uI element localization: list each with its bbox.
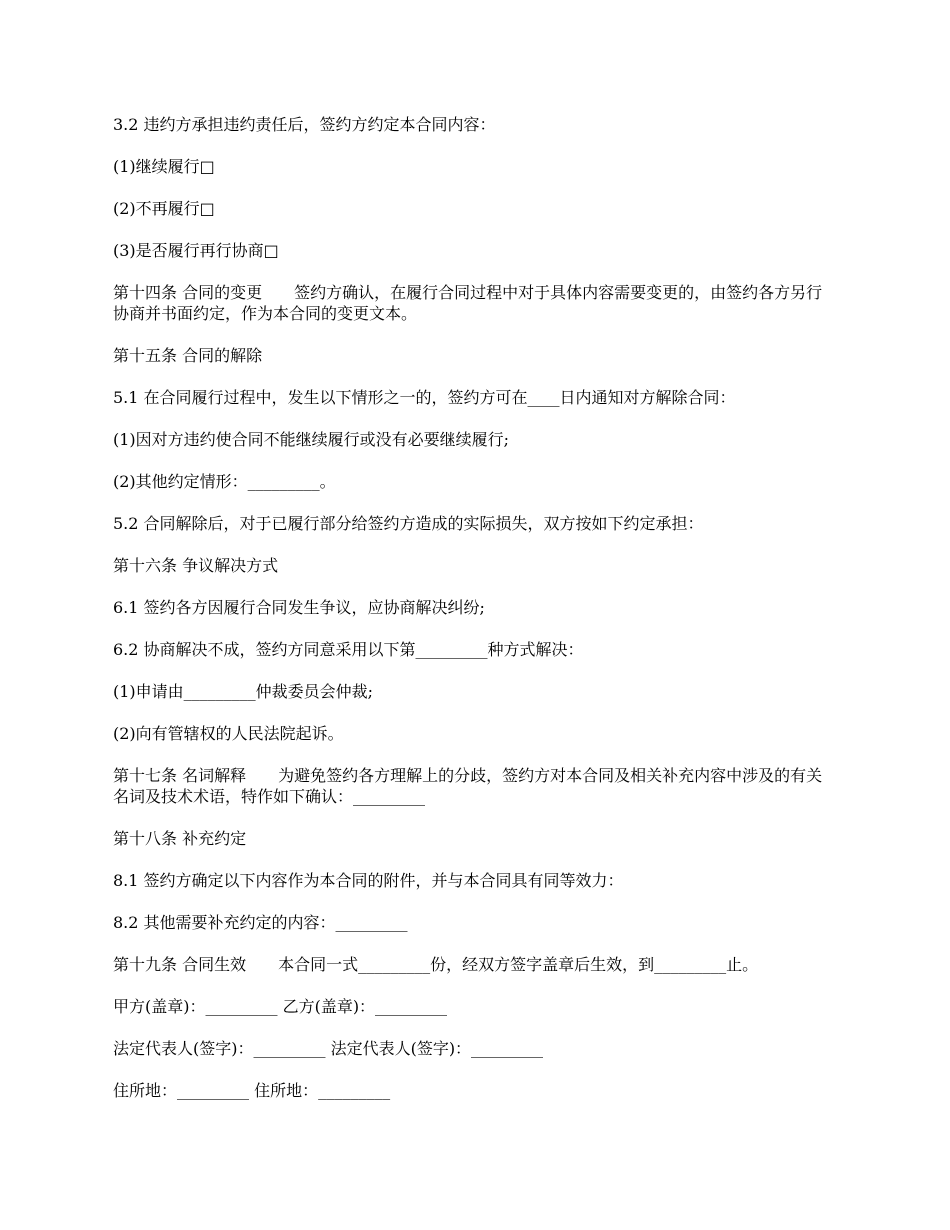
article-17-definitions: 第十七条 名词解释 为避免签约各方理解上的分歧，签约方对本合同及相关补充内容中涉及的有关名词及技术术语，特作如下确认：_________ [113,766,823,806]
clause-8-2: 8.2 其他需要补充约定的内容：_________ [113,913,408,932]
clause-6-1: 6.1 签约各方因履行合同发生争议，应协商解决纠纷; [113,598,485,617]
option-discontinue: (2)不再履行□ [113,199,215,218]
clause-5-1: 5.1 在合同履行过程中，发生以下情形之一的，签约方可在____日内通知对方解除合同： [113,388,736,407]
signature-address-line: 住所地：_________ 住所地：_________ [113,1081,391,1100]
clause-6-2-item-2: (2)向有管辖权的人民法院起诉。 [113,724,344,743]
article-16-heading: 第十六条 争议解决方式 [113,556,279,575]
article-14-change: 第十四条 合同的变更 签约方确认，在履行合同过程中对于具体内容需要变更的，由签约各方另行协商并书面约定，作为本合同的变更文本。 [113,283,823,323]
signature-seal-line: 甲方(盖章)：_________ 乙方(盖章)：_________ [113,997,448,1016]
document-body [113,114,833,1122]
clause-6-2: 6.2 协商解决不成，签约方同意采用以下第_________种方式解决： [113,640,584,659]
article-18-heading: 第十八条 补充约定 [113,829,247,848]
option-negotiate: (3)是否履行再行协商□ [113,241,279,260]
clause-5-2: 5.2 合同解除后，对于已履行部分给签约方造成的实际损失，双方按如下约定承担： [113,514,704,533]
clause-5-1-item-2: (2)其他约定情形：_________。 [113,472,336,491]
clause-3-2: 3.2 违约方承担违约责任后，签约方约定本合同内容： [113,115,496,134]
clause-8-1: 8.1 签约方确定以下内容作为本合同的附件，并与本合同具有同等效力： [113,871,624,890]
article-19-effect: 第十九条 合同生效 本合同一式_________份，经双方签字盖章后生效，到_________止。 [113,955,759,974]
clause-6-2-item-1: (1)申请由_________仲裁委员会仲裁; [113,682,374,701]
article-15-heading: 第十五条 合同的解除 [113,346,263,365]
signature-representative-line: 法定代表人(签字)：_________ 法定代表人(签字)：_________ [113,1039,544,1058]
clause-5-1-item-1: (1)因对方违约使合同不能继续履行或没有必要继续履行; [113,430,510,449]
option-continue: (1)继续履行□ [113,157,215,176]
